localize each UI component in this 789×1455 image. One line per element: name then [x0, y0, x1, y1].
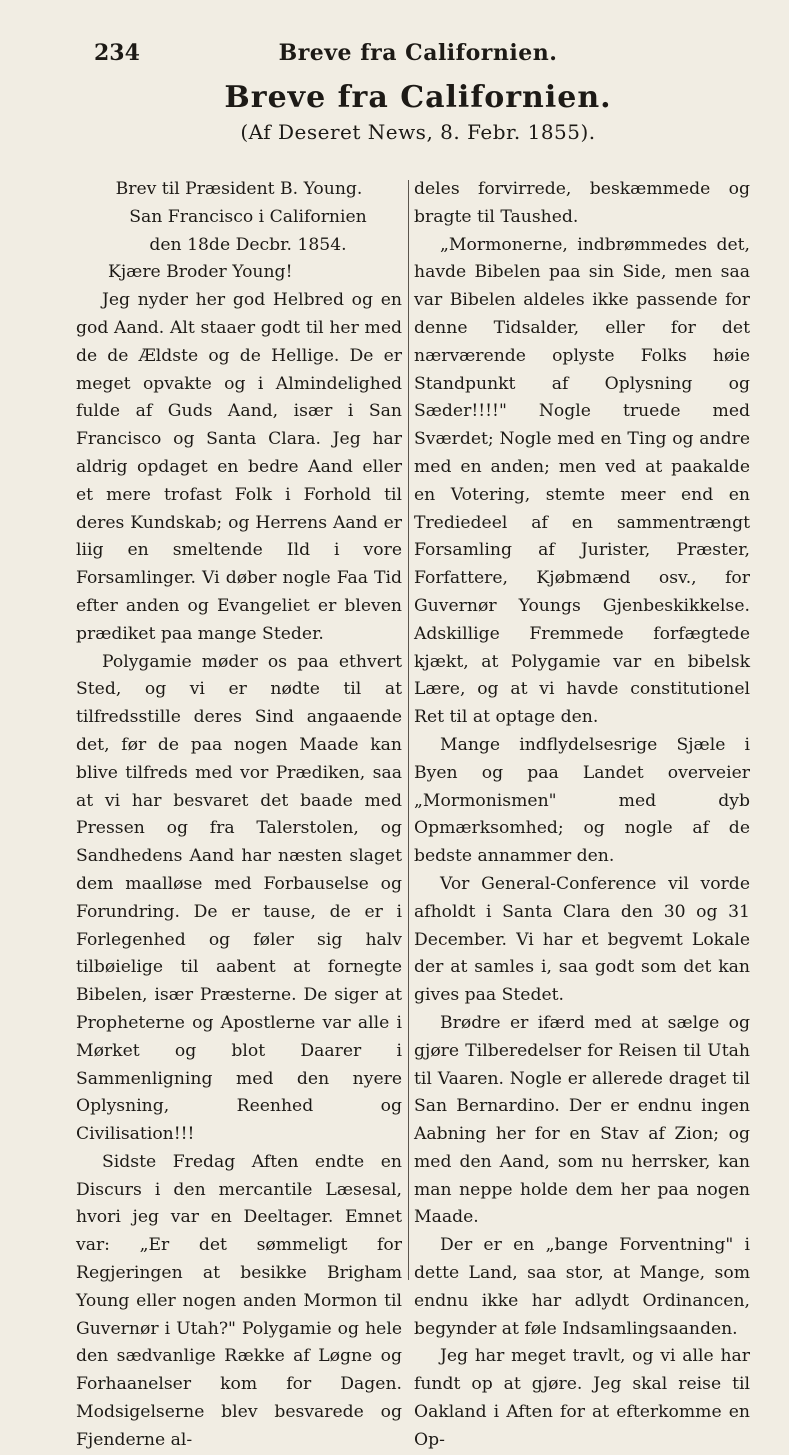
column-divider — [408, 180, 409, 1280]
page-header — [88, 36, 748, 76]
paragraph: Jeg har meget travlt, og vi alle har fundt op at gjøre. Jeg skal reise til Oakland i Aften for at efterkomme en Op- — [414, 1346, 750, 1450]
paragraph: „Mormonerne, indbrømmedes det, havde Bibelen paa sin Side, men saa var Bibelen aldeles ikke passende for denne Tidsalder, eller for det nærværende oplyste Folks høie Standpunkt af Oplysning og Sæder!!!!" Nogle truede med Sværdet; Nogle med en Ting og andre med en anden; men ved at paakalde en Votering, stemte meer end en Trediedeel af en sammentrængt Forsamling af Jurister, Præster, Forfattere, Kjøbmænd osv., for Guvernør Youngs Gjenbeskikkelse. Adskillige Fremmede forfægtede kjækt, at Polygamie var en bibelsk Lære, og at vi havde constitutionel Ret til at optage den. — [414, 234, 750, 728]
letter-address-line: San Francisco i Californien — [129, 206, 367, 227]
paragraph: deles forvirrede, beskæmmede og bragte til Taushed. — [414, 179, 750, 227]
left-column — [76, 176, 402, 1455]
paragraph: Polygamie møder os paa ethvert Sted, og vi er nødte til at tilfredsstille deres Sind angaaende det, før de paa nogen Maade kan blive tilfreds med vor Prædiken, saa at vi har besvaret det baade med Pressen og fra Talerstolen, og Sandhedens Aand har næsten slaget dem maalløse med Forbauselse og Forundring. De er tause, de er i Forlegenhed og føler sig halv tilbøielige til aabent at fornegte Bibelen, især Præsterne. De siger at Propheterne og Apostlerne var alle i Mørket og blot Daarer i Sammenligning med den nyere Oplysning, Reenhed og Civilisation!!! — [76, 651, 402, 1145]
paragraph: Mange indflydelsesrige Sjæle i Byen og paa Landet overveier „Mormonismen" med dyb Opmærksomhed; og nogle af de bedste annammer den. — [414, 734, 750, 867]
right-column — [414, 176, 750, 1455]
letter-address-line: Brev til Præsident B. Young. — [115, 179, 363, 199]
article-source: (Af Deseret News, 8. Febr. 1855). — [240, 120, 596, 144]
paragraph: Vor General-Conference vil vorde afholdt i Santa Clara den 30 og 31 December. Vi har et begvemt Lokale der at samles i, saa godt som det kan gives paa Stedet. — [414, 873, 750, 1006]
letter-salutation: Kjære Broder Young! — [108, 262, 293, 283]
letter-date-line: den 18de Decbr. 1854. — [149, 234, 347, 255]
paragraph: Brødre er ifærd med at sælge og gjøre Tilberedelser for Reisen til Utah til Vaaren. Nogle er allerede draget til San Bernardino. Der er endnu ingen Aabning her for en Stav af Zion; og med den Aand, som nu herrsker, kan man neppe holde dem her paa nogen Maade. — [414, 1012, 750, 1228]
paragraph: Sidste Fredag Aften endte en Discurs i den mercantile Læsesal, hvori jeg var en Deeltager. Emnet var: „Er det sømmeligt for Regjeringen at besikke Brigham Young eller nogen anden Mormon til Guvernør i Utah?" Polygamie og hele den sædvanlige Række af Løgne og Forhaanelser kom for Dagen. Modsigelserne blev besvarede og Fjenderne al- — [76, 1151, 402, 1450]
article-title: Breve fra Californien. — [224, 80, 612, 115]
page-number: 234 — [94, 40, 140, 66]
paragraph: Jeg nyder her god Helbred og en god Aand. Alt staaer godt til her med de de Ældste og de Hellige. De er meget opvakte og i Almindelighed fulde af Guds Aand, især i San Francisco og Santa Clara. Jeg har aldrig opdaget en bedre Aand eller et mere trofast Folk i Forhold til deres Kundskab; og Herrens Aand er liig en smeltende Ild i vore Forsamlinger. Vi døber nogle Faa Tid efter anden og Evangeliet er bleven prædiket paa mange Steder. — [76, 290, 402, 644]
running-head: Breve fra Californien. — [278, 40, 558, 66]
paragraph: Der er en „bange Forventning" i dette Land, saa stor, at Mange, som endnu ikke har adlydt Ordinancen, begynder at føle Indsamlingsaanden. — [414, 1235, 750, 1339]
